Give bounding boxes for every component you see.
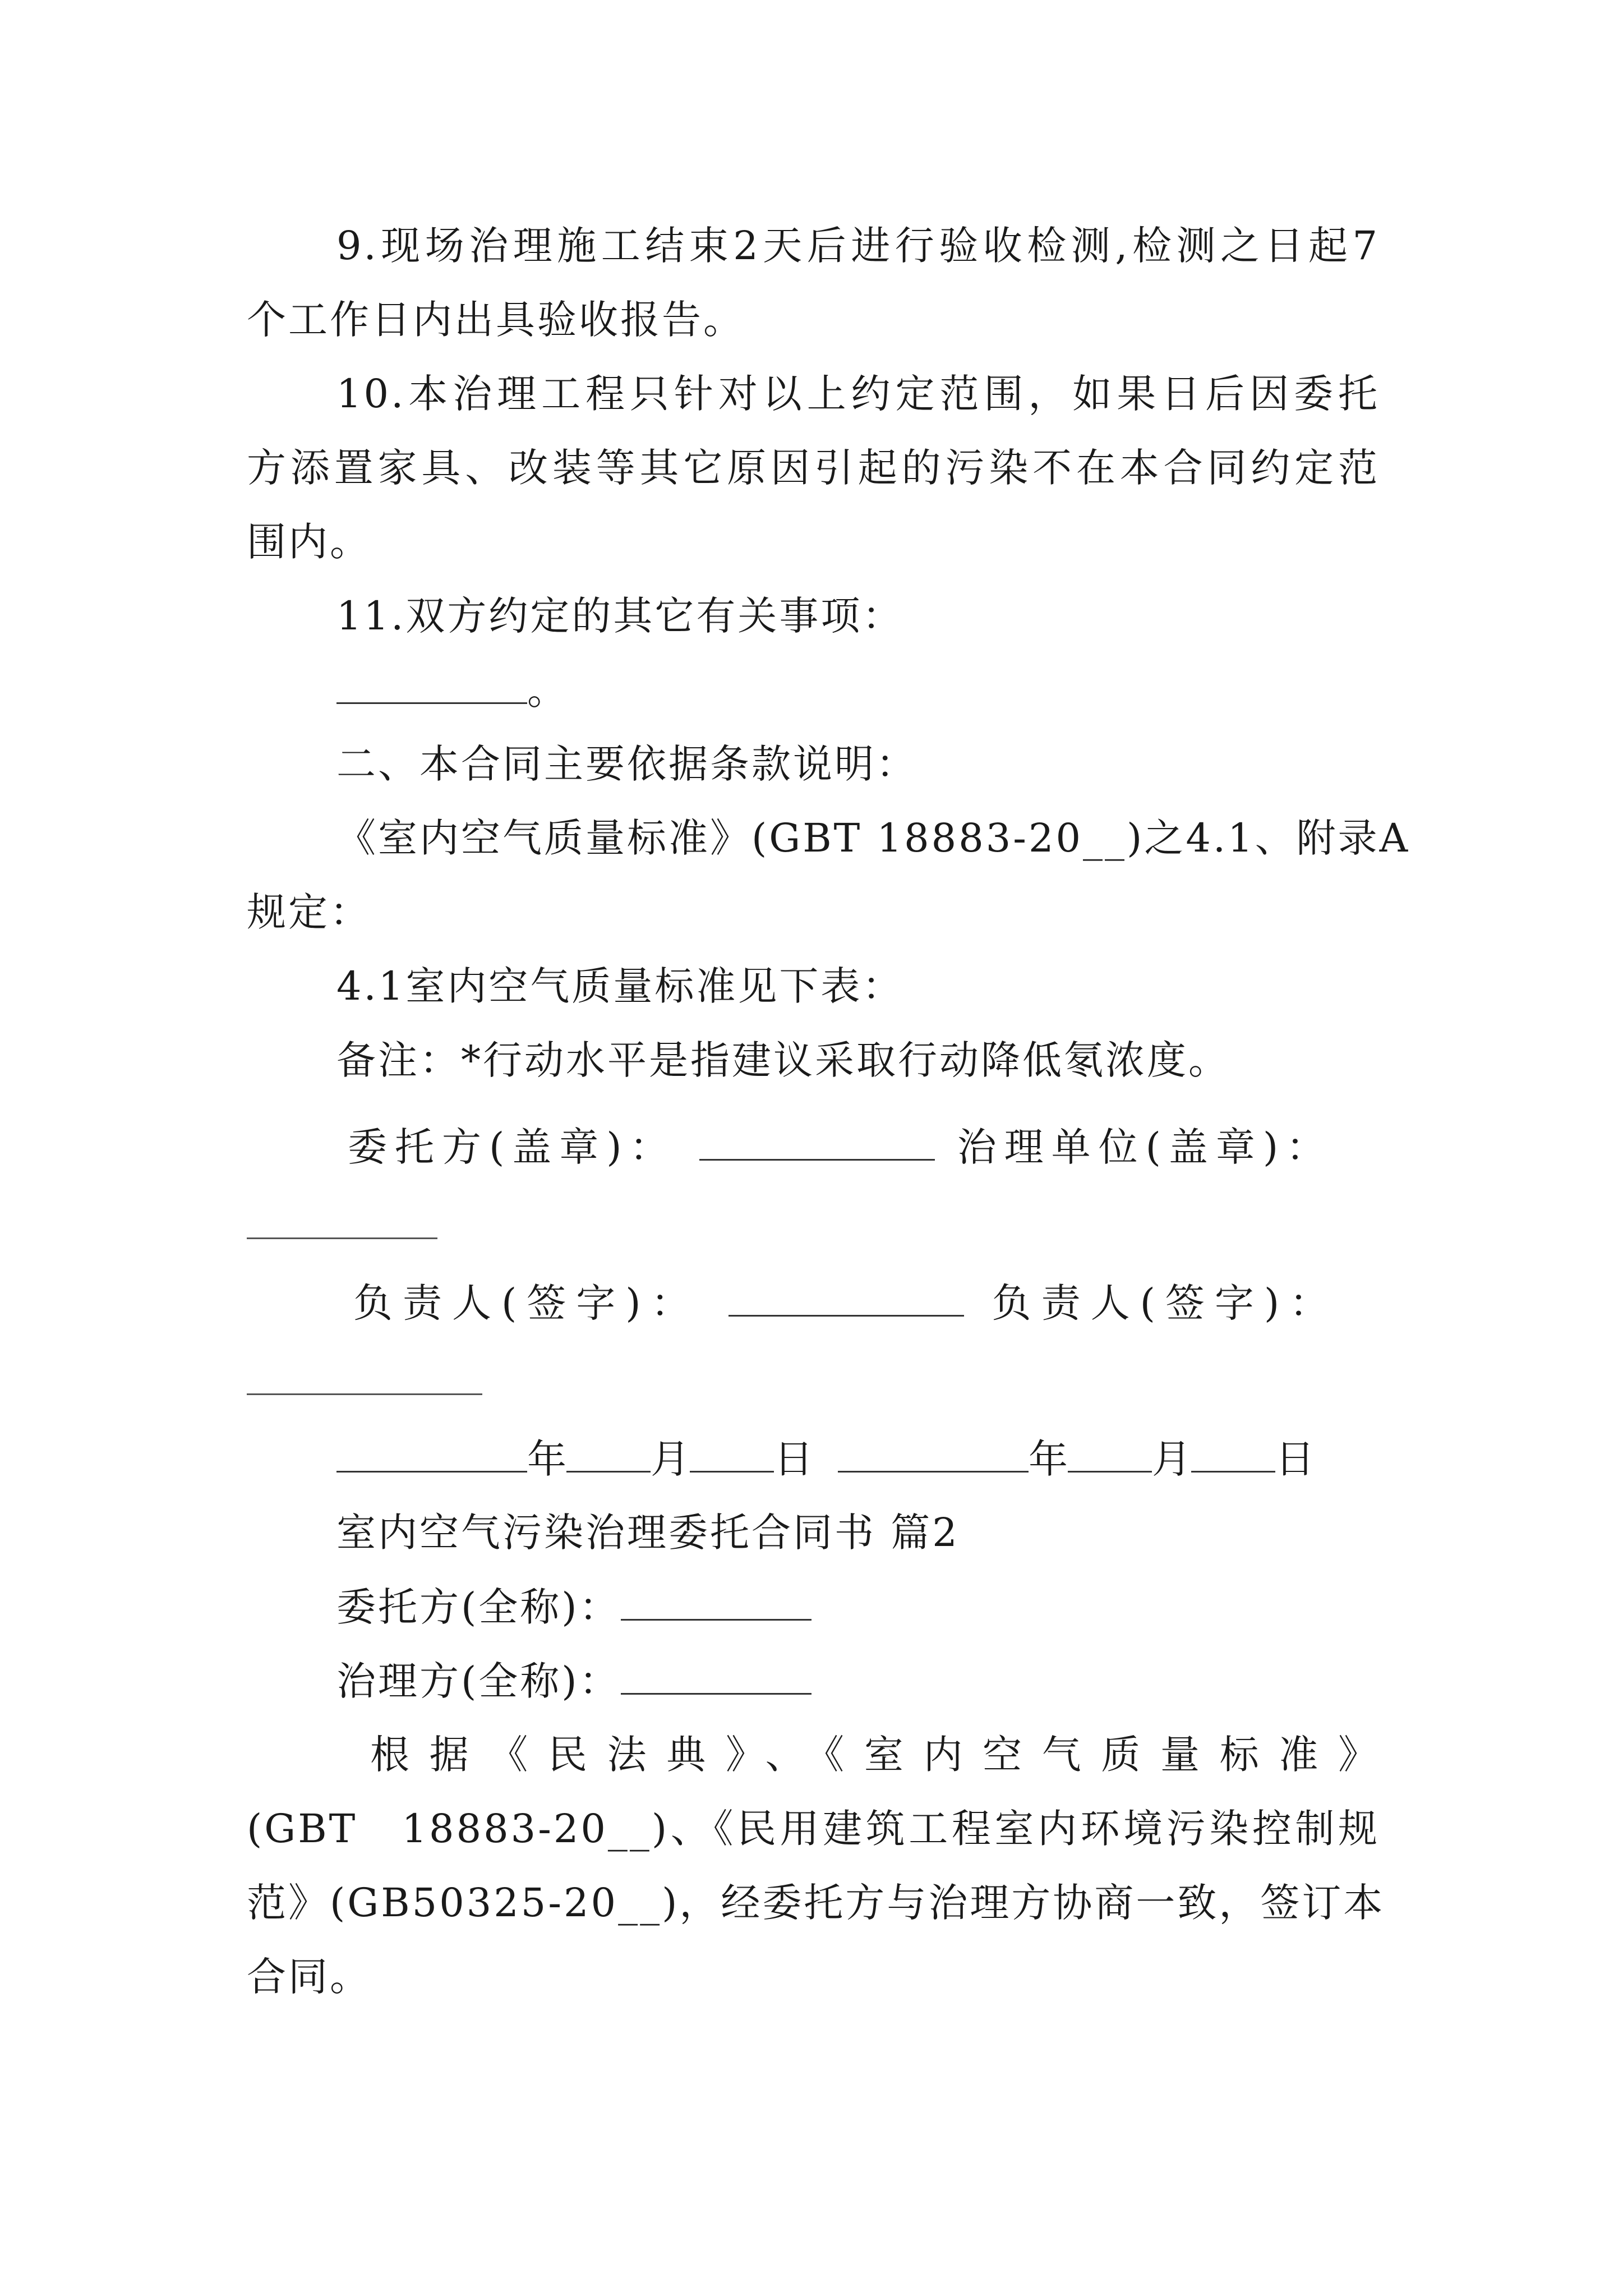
client-fullname-blank[interactable] xyxy=(621,1580,811,1621)
contractor-seal-blank[interactable] xyxy=(247,1237,437,1239)
basis-line-3: 范》(GB50325-20__)，经委托方与治理方协商一致，签订本 xyxy=(247,1880,1385,1926)
date-line xyxy=(336,1432,1380,1486)
client-signatory-blank[interactable] xyxy=(728,1276,964,1317)
clause-9-line-1: 9.现场治理施工结束2天后进行验收检测,检测之日起7 xyxy=(336,223,1380,269)
basis-line-2: (GBT 18883-20__)、《民用建筑工程室内环境污染控制规 xyxy=(247,1806,1380,1852)
standard-reference-line-2: 规定： xyxy=(247,889,371,935)
contractor-fullname-blank[interactable] xyxy=(621,1654,811,1695)
clause-10-line-2: 方添置家具、改装等其它原因引起的污染不在本合同约定范 xyxy=(247,445,1380,491)
signatory-line xyxy=(353,1276,1380,1330)
client-day-blank[interactable] xyxy=(690,1432,774,1473)
section-2-heading: 二、本合同主要依据条款说明： xyxy=(336,741,917,787)
day-label: 日 xyxy=(1275,1436,1315,1482)
standard-reference-line-1: 《室内空气质量标准》(GBT 18883-20__)之4.1、附录A xyxy=(336,815,1410,861)
contractor-fullname-line xyxy=(336,1654,1380,1708)
contractor-year-blank[interactable] xyxy=(838,1432,1029,1473)
year-label: 年 xyxy=(527,1436,566,1482)
section-title-part-2: 室内空气污染治理委托合同书 篇2 xyxy=(336,1510,960,1556)
clause-11-heading: 11.双方约定的其它有关事项： xyxy=(336,593,904,639)
clause-11-blank[interactable] xyxy=(336,663,527,704)
year-label: 年 xyxy=(1029,1436,1068,1482)
clause-11-period: 。 xyxy=(527,668,569,714)
day-label: 日 xyxy=(774,1436,813,1482)
standard-table-intro: 4.1室内空气质量标准见下表： xyxy=(336,963,904,1009)
clause-11-blank-line xyxy=(336,663,1380,717)
month-label: 月 xyxy=(651,1436,690,1482)
contractor-day-blank[interactable] xyxy=(1191,1432,1275,1473)
clause-10-line-1: 10.本治理工程只针对以上约定范围，如果日后因委托 xyxy=(336,371,1380,417)
contractor-signatory-label: 负责人(签字)： xyxy=(992,1280,1339,1326)
contractor-fullname-label: 治理方(全称)： xyxy=(336,1658,621,1704)
client-seal-label: 委托方(盖章)： xyxy=(348,1124,677,1170)
client-fullname-line xyxy=(336,1580,1380,1634)
month-label: 月 xyxy=(1152,1436,1191,1482)
clause-9-line-2: 个工作日内出具验收报告。 xyxy=(247,297,745,343)
basis-line-4: 合同。 xyxy=(247,1954,371,2000)
remark-line: 备注：*行动水平是指建议采取行动降低氡浓度。 xyxy=(336,1037,1230,1083)
client-fullname-label: 委托方(全称)： xyxy=(336,1584,621,1630)
client-seal-blank[interactable] xyxy=(699,1120,935,1161)
basis-line-1: 根据《民法典》、《室内空气质量标准》 xyxy=(370,1732,1380,1778)
contractor-month-blank[interactable] xyxy=(1068,1432,1152,1473)
client-month-blank[interactable] xyxy=(566,1432,651,1473)
client-signatory-label: 负责人(签字)： xyxy=(353,1280,700,1326)
contractor-seal-label: 治理单位(盖章)： xyxy=(957,1124,1334,1170)
contractor-signatory-blank[interactable] xyxy=(247,1393,482,1395)
client-year-blank[interactable] xyxy=(336,1432,527,1473)
clause-10-line-3: 围内。 xyxy=(247,519,371,565)
client-seal-line xyxy=(348,1120,1380,1174)
